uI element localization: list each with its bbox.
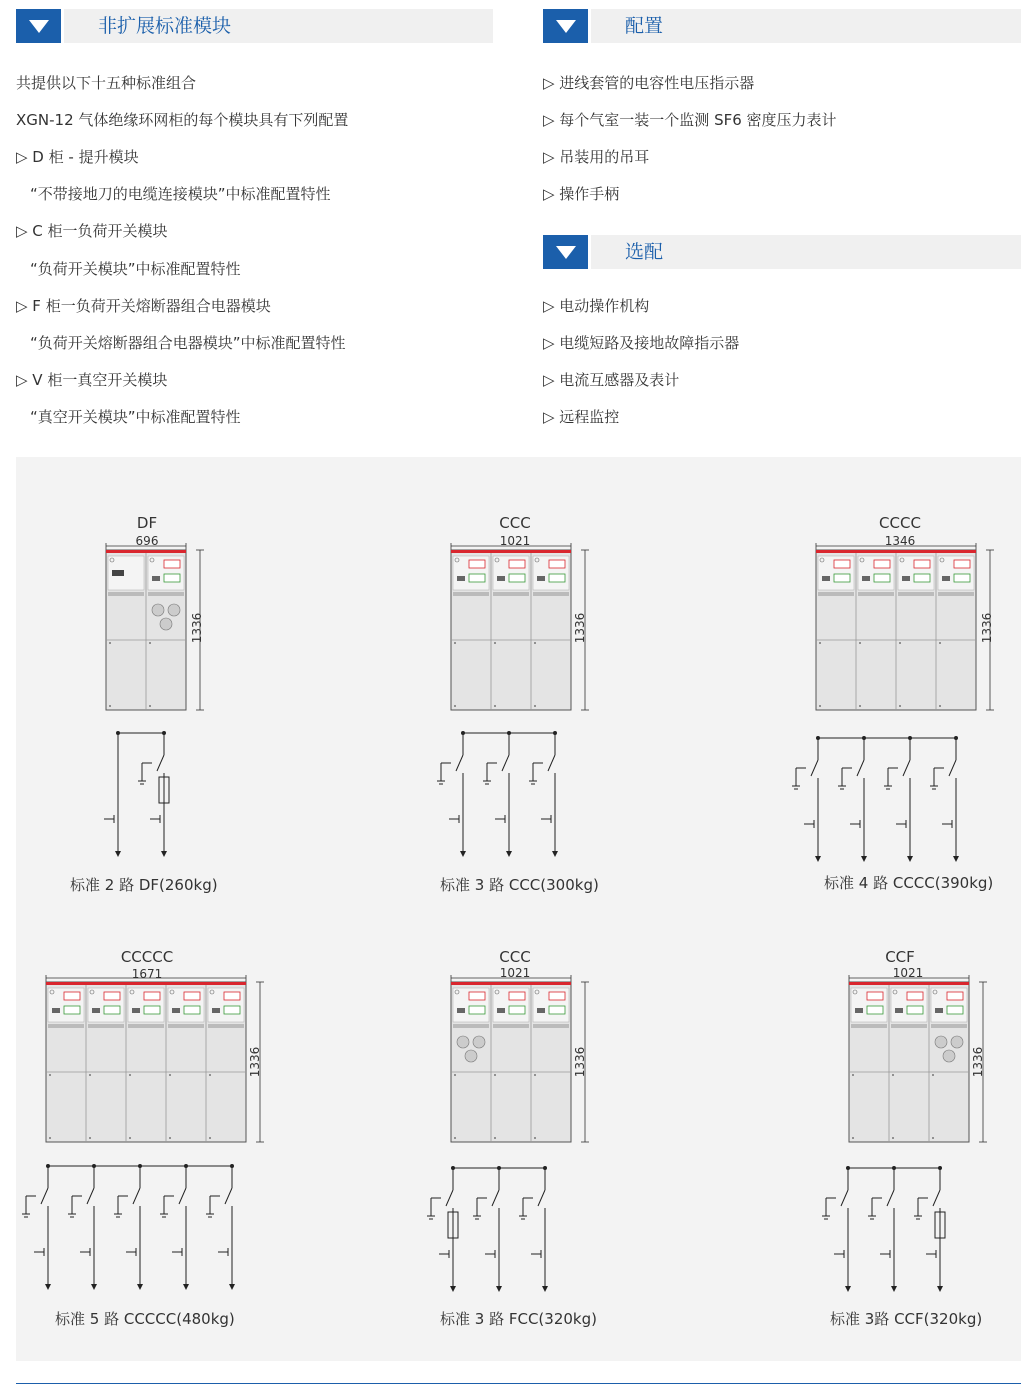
switch-blade [548,755,555,771]
module-strip [931,1024,967,1028]
arrow-end [907,856,913,862]
operating-slot [895,1008,903,1013]
operating-slot [537,1008,545,1013]
cabinet-red-bar [451,550,571,553]
text-line: “真空开关模块”中标准配置特性 [30,408,241,426]
text-line: “负荷开关模块”中标准配置特性 [30,260,241,278]
switch-blade [857,760,864,776]
door-screw [454,642,456,644]
indicator-green [469,574,485,582]
indicator-green [954,574,970,582]
indicator-green [874,574,890,582]
arrow-end [450,1286,456,1292]
door-screw [494,642,496,644]
door-screw [149,642,151,644]
operating-slot [457,1008,465,1013]
door-screw [932,1137,934,1139]
module-strip [493,1024,529,1028]
unit-name: CCCCC [120,948,174,966]
operating-slot [942,576,950,581]
door-screw [819,705,821,707]
unit-width-label: 1021 [499,966,531,980]
operating-slot [862,576,870,581]
cabinet-red-bar [106,550,186,553]
module-strip [818,592,854,596]
indicator-green [947,1006,963,1014]
cabinet-front-view [100,540,210,715]
section-header-standard-modules [16,9,493,43]
door-screw [209,1137,211,1139]
door-screw [534,642,536,644]
unit-width-label: 696 [135,534,159,548]
cabinet-front-view [445,540,590,715]
fuse-circle [473,1036,485,1048]
text-line: “负荷开关熔断器组合电器模块”中标准配置特性 [30,334,346,352]
door-screw [899,705,901,707]
cabinet-front-view [843,972,993,1147]
arrow-end [137,1284,143,1290]
text-line: “不带接地刀的电缆连接模块”中标准配置特性 [30,185,331,203]
arrow-end [496,1286,502,1292]
section-title: 非扩展标准模块 [98,15,232,37]
indicator-red [469,560,485,568]
door-screw [819,642,821,644]
collapse-triangle-icon [543,235,588,269]
unit-height-label: 1336 [573,612,587,644]
fuse-circle [465,1050,477,1062]
switch-blade [456,755,463,771]
text-line: ▷ V 柜一真空开关模块 [16,371,168,389]
single-line-schematic [800,730,980,870]
indicator-green [224,1006,240,1014]
door-screw [454,705,456,707]
module-strip [493,592,529,596]
cabinet-front-view [810,540,1000,715]
single-line-schematic [435,1160,585,1300]
fuse-circle [935,1036,947,1048]
module-strip [453,1024,489,1028]
switch-blade [492,1190,499,1206]
unit-width-label: 1021 [892,966,924,980]
unit-height-label: 1336 [190,612,204,644]
door-screw [149,705,151,707]
single-line-schematic [830,1160,980,1300]
bottom-divider [16,1383,1021,1384]
unit-caption: 标准 3 路 FCC(320kg) [440,1310,597,1328]
indicator-red [164,560,180,568]
indicator-red [549,560,565,568]
arrow-end [45,1284,51,1290]
text-line: XGN-12 气体绝缘环网柜的每个模块具有下列配置 [16,111,349,129]
operating-slot [172,1008,180,1013]
arrow-end [861,856,867,862]
operating-slot [855,1008,863,1013]
unit-caption: 标准 3路 CCF(320kg) [830,1310,983,1328]
door-screw [89,1137,91,1139]
section-title: 配置 [625,15,664,37]
module-strip [128,1024,164,1028]
operating-slot [902,576,910,581]
indicator-red [64,992,80,1000]
arrow-end [937,1286,943,1292]
indicator-red [224,992,240,1000]
unit-width-label: 1346 [884,534,916,548]
arrow-end [115,851,121,857]
switch-blade [887,1190,894,1206]
operating-slot [497,576,505,581]
indicator-green [64,1006,80,1014]
door-screw [852,1074,854,1076]
unit-height-label: 1336 [248,1046,262,1078]
door-screw [892,1137,894,1139]
cabinet-red-bar [451,982,571,985]
single-line-schematic [100,725,210,865]
indicator-red [509,992,525,1000]
single-line-schematic [445,725,590,865]
door-screw [852,1137,854,1139]
module-strip [533,592,569,596]
switch-blade [446,1190,453,1206]
text-line: ▷ 操作手柄 [543,185,620,203]
door-screw [899,642,901,644]
switch-blade [225,1188,232,1204]
switch-blade [502,755,509,771]
switch-blade [157,755,164,771]
arrow-end [229,1284,235,1290]
door-screw [89,1074,91,1076]
door-screw [939,642,941,644]
door-screw [109,705,111,707]
door-screw [494,1074,496,1076]
door-screw [109,642,111,644]
arrow-end [542,1286,548,1292]
unit-name: CCC [499,514,531,532]
operating-slot [132,1008,140,1013]
collapse-triangle-icon [16,9,61,43]
cabinet-front-view [40,972,270,1147]
unit-caption: 标准 2 路 DF(260kg) [70,876,218,894]
indicator-green [469,1006,485,1014]
indicator-green [907,1006,923,1014]
text-line: ▷ 电动操作机构 [543,297,650,315]
unit-name: CCCC [879,514,921,532]
indicator-green [549,574,565,582]
indicator-green [509,1006,525,1014]
unit-width-label: 1671 [131,967,163,981]
indicator-green [549,1006,565,1014]
arrow-end [506,851,512,857]
operating-slot [935,1008,943,1013]
text-line: ▷ D 柜 - 提升模块 [16,148,139,166]
indicator-green [144,1006,160,1014]
switch-blade [41,1188,48,1204]
switch-blade [811,760,818,776]
module-strip [148,592,184,596]
arrow-end [891,1286,897,1292]
door-screw [129,1074,131,1076]
switch-blade [538,1190,545,1206]
text-line: ▷ 电缆短路及接地故障指示器 [543,334,740,352]
unit-height-label: 1336 [980,612,994,644]
module-strip [851,1024,887,1028]
indicator-red [104,992,120,1000]
door-screw [454,1074,456,1076]
indicator-green [509,574,525,582]
operating-slot [152,576,160,581]
unit-name: CCC [499,948,531,966]
unit-caption: 标准 5 路 CCCCC(480kg) [55,1310,235,1328]
section-header-config [543,9,1021,43]
indicator-red [469,992,485,1000]
module-strip [938,592,974,596]
text-line: 共提供以下十五种标准组合 [16,74,197,92]
text-line: ▷ F 柜一负荷开关熔断器组合电器模块 [16,297,271,315]
indicator-red [874,560,890,568]
door-screw [209,1074,211,1076]
indicator-red [549,992,565,1000]
section-title: 选配 [625,241,664,263]
indicator-green [104,1006,120,1014]
door-screw [932,1074,934,1076]
switch-blade [949,760,956,776]
collapse-triangle-icon [543,9,588,43]
cabinet-red-bar [816,550,976,553]
text-line: ▷ 吊装用的吊耳 [543,148,650,166]
door-screw [49,1137,51,1139]
indicator-green [867,1006,883,1014]
indicator-red [914,560,930,568]
section-header-optional [543,235,1021,269]
operating-slot [497,1008,505,1013]
operating-slot [52,1008,60,1013]
operating-slot [537,576,545,581]
cabinet-red-bar [849,982,969,985]
unit-width-label: 1021 [499,534,531,548]
indicator-red [509,560,525,568]
arrow-end [460,851,466,857]
text-line: ▷ 每个气室一装一个监测 SF6 密度压力表计 [543,111,837,129]
module-strip [108,592,144,596]
operating-slot [212,1008,220,1013]
operating-slot [112,570,124,576]
module-strip [88,1024,124,1028]
arrow-end [953,856,959,862]
arrow-end [183,1284,189,1290]
text-line: ▷ 远程监控 [543,408,620,426]
arrow-end [161,851,167,857]
door-screw [494,1137,496,1139]
indicator-green [164,574,180,582]
module-strip [453,592,489,596]
single-line-schematic [30,1158,255,1298]
module-strip [208,1024,244,1028]
unit-name: CCF [885,948,915,966]
operating-slot [457,576,465,581]
door-screw [859,642,861,644]
unit-height-label: 1336 [573,1046,587,1078]
arrow-end [845,1286,851,1292]
switch-blade [903,760,910,776]
indicator-red [947,992,963,1000]
cabinet-front-view [445,972,590,1147]
indicator-red [184,992,200,1000]
indicator-green [914,574,930,582]
indicator-green [184,1006,200,1014]
fuse-circle [152,604,164,616]
door-screw [494,705,496,707]
door-screw [534,1137,536,1139]
switch-blade [841,1190,848,1206]
indicator-red [954,560,970,568]
fuse-circle [168,604,180,616]
indicator-green [834,574,850,582]
switch-blade [133,1188,140,1204]
cabinet-red-bar [46,982,246,985]
arrow-end [815,856,821,862]
unit-caption: 标准 3 路 CCC(300kg) [440,876,599,894]
fuse-circle [943,1050,955,1062]
text-line: ▷ 电流互感器及表计 [543,371,680,389]
text-line: ▷ C 柜一负荷开关模块 [16,222,168,240]
module-strip [48,1024,84,1028]
door-screw [534,705,536,707]
module-strip [891,1024,927,1028]
fuse-circle [160,618,172,630]
module-strip [858,592,894,596]
module-strip [533,1024,569,1028]
indicator-red [907,992,923,1000]
fuse-circle [457,1036,469,1048]
door-screw [859,705,861,707]
fuse-circle [951,1036,963,1048]
indicator-red [867,992,883,1000]
switch-blade [179,1188,186,1204]
text-line: ▷ 进线套管的电容性电压指示器 [543,74,755,92]
switch-blade [933,1190,940,1206]
unit-caption: 标准 4 路 CCCC(390kg) [824,874,994,892]
door-screw [534,1074,536,1076]
module-strip [898,592,934,596]
operating-slot [92,1008,100,1013]
arrow-end [552,851,558,857]
door-screw [169,1074,171,1076]
arrow-end [91,1284,97,1290]
switch-blade [87,1188,94,1204]
module-strip [168,1024,204,1028]
operating-slot [822,576,830,581]
door-screw [939,705,941,707]
unit-name: DF [136,514,158,532]
indicator-red [144,992,160,1000]
door-screw [169,1137,171,1139]
door-screw [454,1137,456,1139]
door-screw [129,1137,131,1139]
door-screw [49,1074,51,1076]
unit-height-label: 1336 [971,1046,985,1078]
indicator-red [834,560,850,568]
door-screw [892,1074,894,1076]
